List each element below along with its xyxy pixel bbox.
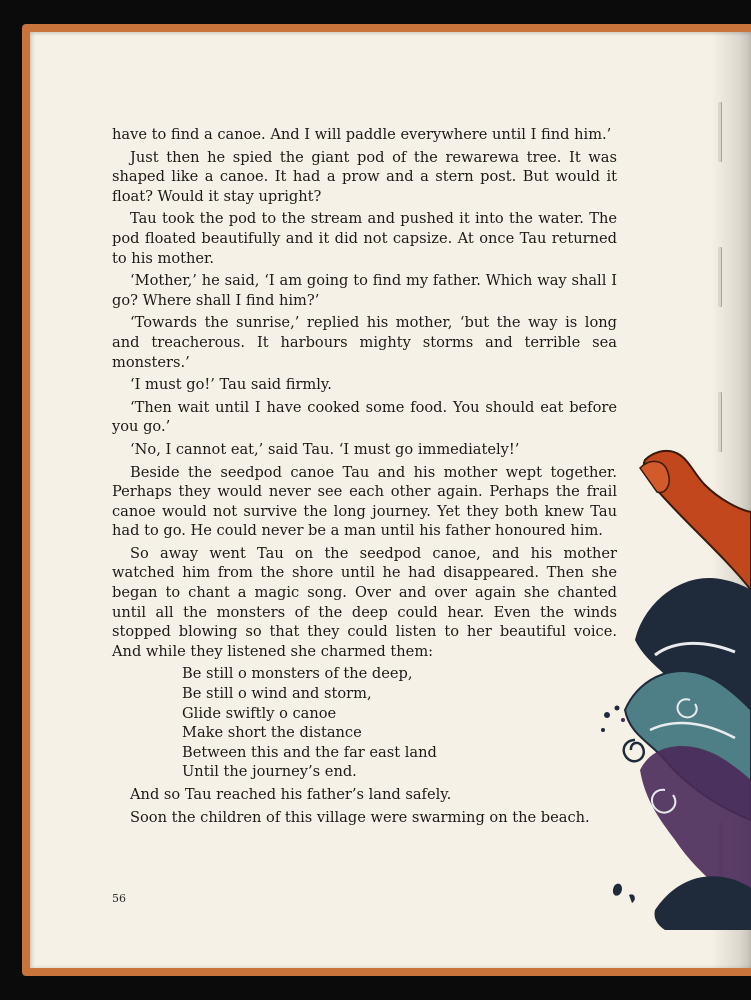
spray-droplet xyxy=(613,884,622,896)
canoe-waves-illustration xyxy=(595,440,751,930)
paragraph: Just then he spied the giant pod of the rewarewa tree. It was shaped like a canoe. It had a prow and a stern post. But would it float? Would it stay upright? xyxy=(112,148,617,205)
paragraph: ‘Mother,’ he said, ‘I am going to find my father. Which way shall I go? Where shall I find him?’ xyxy=(112,272,617,309)
paragraph: Tau took the pod to the stream and pushed it into the water. The pod floated beautifully and it did not capsize. At once Tau returned to his mother. xyxy=(112,210,617,267)
page-number: 56 xyxy=(112,892,126,905)
wave-spiral xyxy=(624,740,644,761)
binding-stitch xyxy=(718,102,721,162)
paragraph: ‘Towards the sunrise,’ replied his mother, ‘but the way is long and treacherous. It harbours mighty storms and terrible sea monsters.’ xyxy=(112,314,617,371)
poem-line: Between this and the far east land xyxy=(182,743,437,761)
paragraph: And so Tau reached his father’s land safely. xyxy=(130,786,452,803)
story-text xyxy=(112,125,617,830)
spray-droplet xyxy=(615,706,620,711)
paragraph: ‘No, I cannot eat,’ said Tau. ‘I must go immediately!’ xyxy=(130,440,520,458)
wave-tail xyxy=(654,876,751,930)
canoe-stern-post xyxy=(640,461,669,492)
paragraph: So away went Tau on the seedpod canoe, and his mother watched him from the shore until he had disappeared. Then she began to chant a magic song. Over and over again she chanted until all the monsters of the deep could hear. Even the winds stopped blowing so that they could listen to her beautiful voice. And while they listened she charmed them: xyxy=(112,544,617,660)
poem-line: Until the journey’s end. xyxy=(182,763,357,781)
paragraph: ‘I must go!’ Tau said firmly. xyxy=(130,376,332,394)
spray-droplet xyxy=(621,718,625,722)
poem-line: Glide swiftly o canoe xyxy=(182,704,337,722)
paragraph: Soon the children of this village were swarming on the beach. xyxy=(130,808,590,826)
paragraph: Beside the seedpod canoe Tau and his mother wept together. Perhaps they would never see each other again. Perhaps the frail canoe would not survive the long journey. Yet they both knew Tau had to go. He could never be a man until his father honoured him. xyxy=(112,463,617,540)
poem-line: Be still o monsters of the deep, xyxy=(182,665,413,683)
spray-droplet xyxy=(604,712,610,718)
paragraph: have to find a canoe. And I will paddle everywhere until I find him.’ xyxy=(112,126,612,143)
spray-droplet xyxy=(601,728,605,732)
poem-line: Be still o wind and storm, xyxy=(182,685,372,703)
spray-droplet xyxy=(629,894,635,903)
binding-stitch xyxy=(718,247,721,307)
paragraph: ‘Then wait until I have cooked some food. You should eat before you go.’ xyxy=(112,398,617,436)
chant-poem xyxy=(182,664,617,782)
poem-line: Make short the distance xyxy=(182,724,362,742)
